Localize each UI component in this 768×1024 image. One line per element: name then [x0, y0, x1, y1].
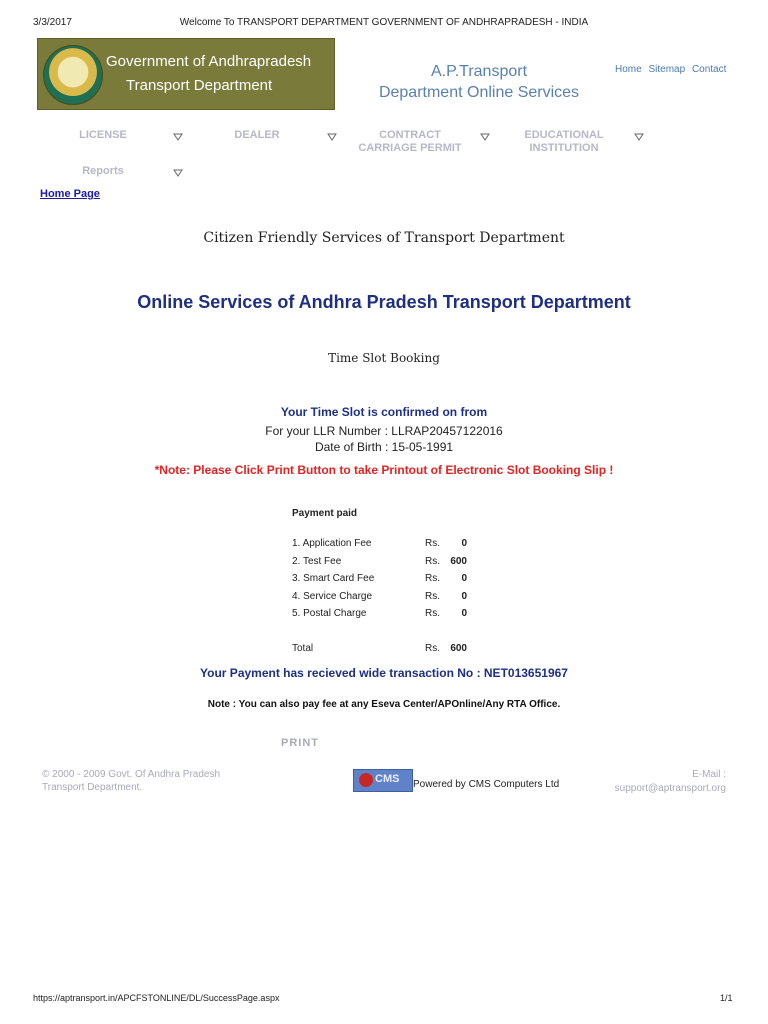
fee-row	[292, 591, 492, 605]
slot-confirmation-text: Your Time Slot is confirmed on from	[280, 405, 488, 419]
site-title-line1: A.P.Transport	[430, 63, 528, 80]
fee-label: 5. Postal Charge	[292, 608, 367, 619]
fee-currency: Rs.	[425, 591, 440, 602]
print-page-title: Welcome To TRANSPORT DEPARTMENT GOVERNMENT OF ANDHRAPRADESH - INDIA	[179, 17, 589, 28]
department-logo-banner[interactable]	[37, 38, 335, 110]
fee-row	[292, 538, 492, 552]
chevron-down-icon[interactable]	[173, 169, 183, 177]
fee-currency: Rs.	[425, 556, 440, 567]
print-date: 3/3/2017	[33, 17, 72, 28]
fee-currency: Rs.	[425, 608, 440, 619]
nav-item-label-line2: INSTITUTION	[529, 142, 599, 154]
powered-by: Powered by CMS Computers Ltd	[413, 779, 560, 790]
nav-item-label: CONTRACT	[379, 129, 441, 141]
fee-label: 4. Service Charge	[292, 591, 373, 602]
chevron-down-icon[interactable]	[634, 133, 644, 141]
transaction-number: Your Payment has recieved wide transaction No : NET013651967	[200, 666, 568, 680]
print-note: *Note: Please Click Print Button to take Printout of Electronic Slot Booking Slip !	[154, 463, 614, 477]
home-link[interactable]: Home	[615, 64, 642, 75]
fee-currency: Rs.	[425, 538, 440, 549]
page-number: 1/1	[720, 993, 733, 1003]
payment-heading: Payment paid	[292, 508, 358, 519]
fee-amount: 0	[461, 538, 467, 549]
fee-row	[292, 608, 492, 622]
total-currency: Rs.	[425, 643, 440, 654]
nav-item-label: Reports	[82, 165, 124, 177]
nav-item-reports[interactable]	[70, 165, 136, 178]
copyright-line1: © 2000 - 2009 Govt. Of Andhra Pradesh	[42, 769, 221, 780]
cms-logo-text: CMS	[375, 773, 400, 785]
footer-email	[560, 768, 726, 796]
nav-item-label: LICENSE	[79, 129, 127, 141]
payment-note: Note : You can also pay fee at any Eseva Center/APOnline/Any RTA Office.	[207, 699, 561, 710]
site-title	[366, 61, 592, 103]
fee-total-row	[292, 643, 492, 657]
logo-text-line2: Transport Department	[126, 77, 273, 94]
page-title: Online Services of Andhra Pradesh Transport Department	[137, 292, 631, 312]
nav-item-label-line2: CARRIAGE PERMIT	[358, 142, 462, 154]
site-title-line2: Department Online Services	[378, 84, 580, 101]
fee-label: 1. Application Fee	[292, 538, 372, 549]
email-address[interactable]: support@aptransport.org	[614, 783, 726, 794]
sitemap-link[interactable]: Sitemap	[648, 64, 686, 75]
copyright-line2: Transport Department.	[42, 782, 143, 793]
cms-logo[interactable]	[353, 769, 413, 792]
print-button[interactable]: PRINT	[281, 737, 319, 749]
nav-item-dealer[interactable]	[222, 129, 292, 142]
llr-number: For your LLR Number : LLRAP20457122016	[265, 424, 503, 438]
citizen-services-heading: Citizen Friendly Services of Transport Department	[203, 230, 565, 246]
fee-label: 3. Smart Card Fee	[292, 573, 375, 584]
top-links	[615, 64, 730, 75]
footer-copyright	[42, 768, 220, 794]
fee-row	[292, 556, 492, 570]
chevron-down-icon[interactable]	[480, 133, 490, 141]
section-title: Time Slot Booking	[328, 351, 440, 365]
cms-logo-mark-icon	[359, 773, 373, 787]
nav-item-educational-institution[interactable]	[515, 129, 613, 155]
fee-label: 2. Test Fee	[292, 556, 342, 567]
fee-amount: 0	[461, 591, 467, 602]
fee-row	[292, 573, 492, 587]
chevron-down-icon[interactable]	[327, 133, 337, 141]
state-emblem-icon	[43, 45, 103, 105]
contact-link[interactable]: Contact	[691, 64, 727, 75]
fee-amount: 0	[461, 573, 467, 584]
chevron-down-icon[interactable]	[173, 133, 183, 141]
nav-item-license[interactable]	[67, 129, 139, 142]
fee-amount: 600	[450, 556, 467, 567]
fee-currency: Rs.	[425, 573, 440, 584]
total-label: Total	[292, 643, 314, 654]
date-of-birth: Date of Birth : 15-05-1991	[314, 440, 454, 454]
nav-item-label: DEALER	[234, 129, 280, 141]
breadcrumb-home-page[interactable]: Home Page	[40, 188, 100, 200]
fee-amount: 0	[461, 608, 467, 619]
email-label: E-Mail :	[692, 769, 726, 780]
total-amount: 600	[450, 643, 467, 654]
nav-item-contract-carriage-permit[interactable]	[352, 129, 468, 155]
nav-item-label: EDUCATIONAL	[524, 129, 604, 141]
print-url: https://aptransport.in/APCFSTONLINE/DL/SuccessPage.aspx	[33, 993, 280, 1003]
logo-text-line1: Government of Andhrapradesh	[106, 53, 312, 70]
